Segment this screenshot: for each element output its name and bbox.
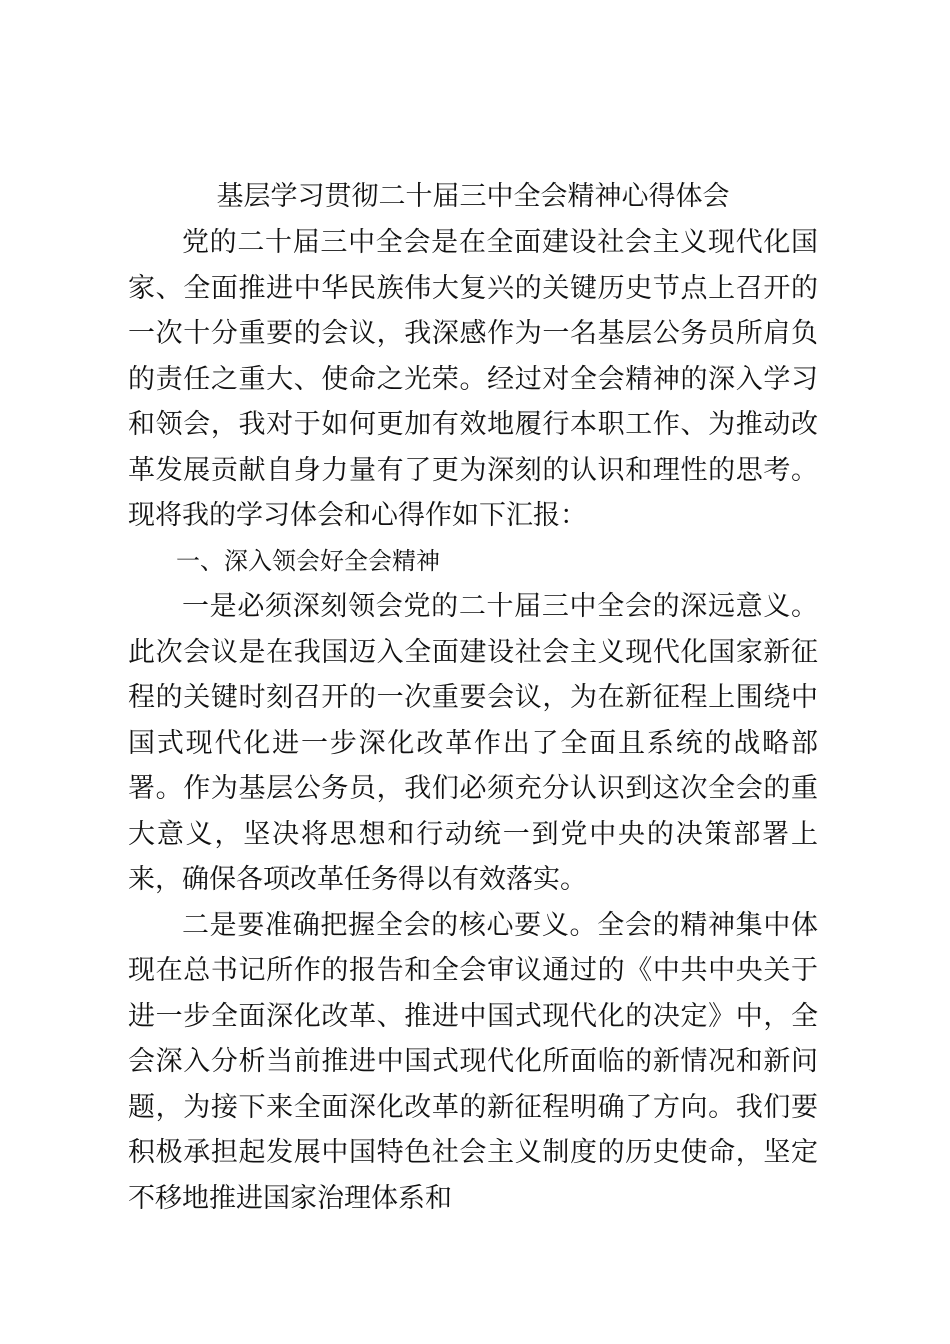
section-heading: 一、深入领会好全会精神: [176, 546, 440, 575]
point-two-paragraph: 二是要准确把握全会的核心要义。全会的精神集中体现在总书记所作的报告和全会审议通过的《中共中央关于进一步全面深化改革、推进中国式现代化的决定》中，全会深入分析当前推进中国式现代化所面临的新情况和新问题，为接下来全面深化改革的新征程明确了方向。我们要积极承担起发展中国特色社会主义制度的历史使命，坚定不移地推进国家治理体系和: [128, 909, 818, 1214]
document-body: [128, 174, 818, 1221]
document-title: 基层学习贯彻二十届三中全会精神心得体会: [216, 181, 730, 212]
intro-paragraph: 党的二十届三中全会是在全面建设社会主义现代化国家、全面推进中华民族伟大复兴的关键历史节点上召开的一次十分重要的会议，我深感作为一名基层公务员所肩负的责任之重大、使命之光荣。经过对全会精神的深入学习和领会，我对于如何更加有效地履行本职工作、为推动改革发展贡献自身力量有了更为深刻的认识和理性的思考。现将我的学习体会和心得作如下汇报：: [128, 227, 818, 531]
point-one-paragraph: 一是必须深刻领会党的二十届三中全会的深远意义。此次会议是在我国迈入全面建设社会主义现代化国家新征程的关键时刻召开的一次重要会议，为在新征程上围绕中国式现代化进一步深化改革作出了全面且系统的战略部署。作为基层公务员，我们必须充分认识到这次全会的重大意义，坚决将思想和行动统一到党中央的决策部署上来，确保各项改革任务得以有效落实。: [128, 591, 818, 895]
